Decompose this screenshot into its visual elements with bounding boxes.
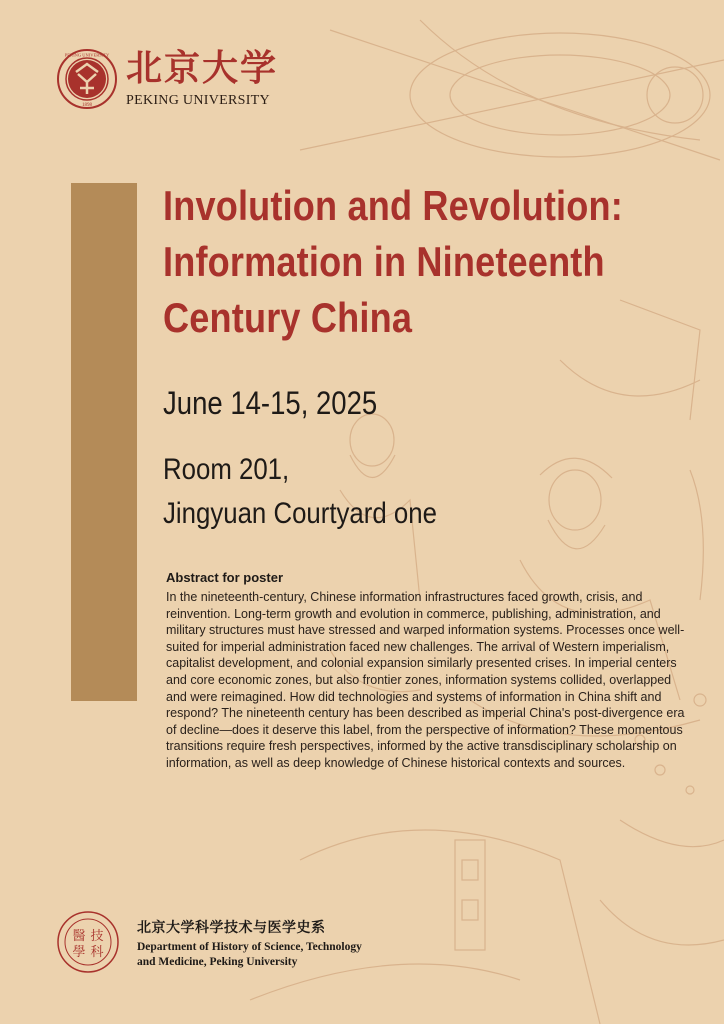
peking-university-logo bbox=[56, 48, 118, 110]
title-line: Information in Nineteenth bbox=[163, 238, 605, 285]
university-name-english: PEKING UNIVERSITY bbox=[126, 93, 270, 108]
venue-line: Jingyuan Courtyard one bbox=[163, 497, 437, 530]
svg-text:PEKING UNIVERSITY: PEKING UNIVERSITY bbox=[64, 52, 110, 58]
svg-text:1898: 1898 bbox=[82, 103, 92, 108]
svg-text:學: 學 bbox=[72, 945, 86, 960]
department-name-line: Department of History of Science, Technology bbox=[137, 941, 362, 953]
department-name-chinese: 北京大学科学技术与医学史系 bbox=[137, 920, 326, 936]
department-name-english bbox=[137, 940, 377, 970]
department-name-line: and Medicine, Peking University bbox=[137, 956, 298, 968]
abstract-heading: Abstract for poster bbox=[166, 570, 284, 585]
abstract-text: In the nineteenth-century, Chinese information infrastructures faced growth, crisis, and reinvention. Long-term growth and evolution in commerce, publishing, administration, and military structures must have stressed and warped information systems. Processes once well-suited for imperial administration faced new challenges. The arrival of Western imperialism, capitalist development, and colonial expansion similarly presented crises. In imperial centers and core economic zones, but also frontier zones, information systems collided, overlapped and were reimagined. How did technologies and systems of information in China shift and respond? The nineteenth century has been described as imperial China's post-divergence era of decline—does it deserve this label, from the perspective of information? These momentous transitions require fresh perspectives, informed by the active transdisciplinary scholarship on information, as well as deep knowledge of Chinese historical contexts and sources. bbox=[166, 590, 685, 770]
poster-title bbox=[163, 178, 627, 346]
department-seal-logo bbox=[56, 910, 120, 974]
svg-text:技: 技 bbox=[90, 929, 104, 944]
venue-line: Room 201, bbox=[163, 453, 290, 486]
event-venue bbox=[163, 448, 437, 536]
university-name-chinese: 北京大学 bbox=[126, 47, 279, 89]
svg-text:醫: 醫 bbox=[72, 929, 86, 944]
title-line: Involution and Revolution: bbox=[163, 182, 623, 229]
svg-text:科: 科 bbox=[90, 945, 104, 960]
title-line: Century China bbox=[163, 294, 413, 341]
event-date: June 14-15, 2025 bbox=[163, 385, 378, 421]
decorative-side-bar bbox=[71, 183, 137, 701]
